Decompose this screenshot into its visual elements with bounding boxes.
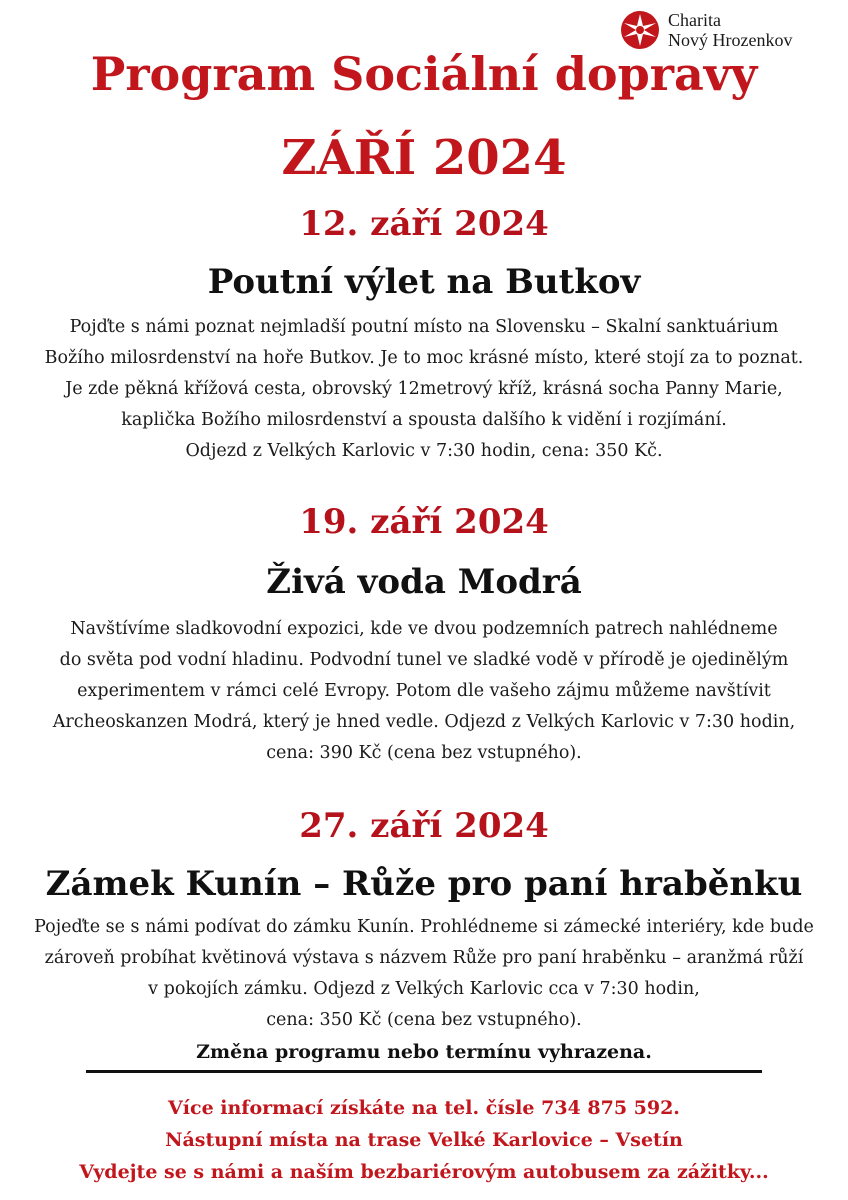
event-1-heading: Poutní výlet na Butkov <box>207 262 641 302</box>
footer-route-line: Nástupní místa na trase Velké Karlovice – Vsetín <box>165 1129 683 1151</box>
event-1-line: Božího milosrdenství na hoře Butkov. Je to moc krásné místo, které stojí za to poznat. <box>44 348 804 368</box>
event-3-description <box>0 912 848 1036</box>
event-2-line: Archeoskanzen Modrá, který je hned vedle. Odjezd z Velkých Karlovic v 7:30 hodin, <box>52 712 796 732</box>
event-2-line: cena: 390 Kč (cena bez vstupného). <box>266 743 582 763</box>
page-subtitle-month: ZÁŘÍ 2024 <box>281 130 567 186</box>
page-title: Program Sociální dopravy <box>90 47 758 101</box>
logo-line-1: Charita <box>668 10 721 30</box>
footer-phone-line: Více informací získáte na tel. čísle 734 875 592. <box>168 1097 680 1119</box>
change-notice: Změna programu nebo termínu vyhrazena. <box>196 1041 652 1063</box>
event-3-heading: Zámek Kunín – Růže pro paní hraběnku <box>45 864 803 904</box>
event-2-line: experimentem v rámci celé Evropy. Potom dle vašeho zájmu můžeme navštívit <box>77 681 771 701</box>
event-2-line: Navštívíme sladkovodní expozici, kde ve dvou podzemních patrech nahlédneme <box>70 619 778 639</box>
event-3-line: cena: 350 Kč (cena bez vstupného). <box>266 1010 582 1030</box>
event-3-date: 27. září 2024 <box>299 806 549 846</box>
event-2-line: do světa pod vodní hladinu. Podvodní tunel ve sladké vodě v přírodě je ojedinělým <box>59 650 789 670</box>
divider <box>86 1070 762 1073</box>
event-3-line: zároveň probíhat květinová výstava s názvem Růže pro paní hraběnku – aranžmá růží <box>44 948 804 968</box>
event-2-date: 19. září 2024 <box>299 502 549 542</box>
event-1-line: Pojďte s námi poznat nejmladší poutní místo na Slovensku – Skalní sanktuárium <box>69 317 779 337</box>
footer-info <box>0 1092 848 1188</box>
event-3-line: Pojeďte se s námi podívat do zámku Kunín. Prohlédneme si zámecké interiéry, kde bude <box>34 917 814 937</box>
event-3-line: v pokojích zámku. Odjezd z Velkých Karlovic cca v 7:30 hodin, <box>148 979 700 999</box>
logo-line-2: Nový Hrozenkov <box>668 30 793 50</box>
event-2-heading: Živá voda Modrá <box>266 562 582 602</box>
footer-tagline: Vydejte se s námi a naším bezbariérovým autobusem za zážitky... <box>79 1161 769 1183</box>
event-1-description <box>0 312 848 467</box>
event-1-line: kaplička Božího milosrdenství a spousta dalšího k vidění i rozjímání. <box>121 410 727 430</box>
event-1-date: 12. září 2024 <box>299 204 549 244</box>
event-2-description <box>0 614 848 769</box>
event-1-line: Odjezd z Velkých Karlovic v 7:30 hodin, cena: 350 Kč. <box>185 441 663 461</box>
event-1-line: Je zde pěkná křížová cesta, obrovský 12metrový kříž, krásná socha Panny Marie, <box>65 379 783 399</box>
